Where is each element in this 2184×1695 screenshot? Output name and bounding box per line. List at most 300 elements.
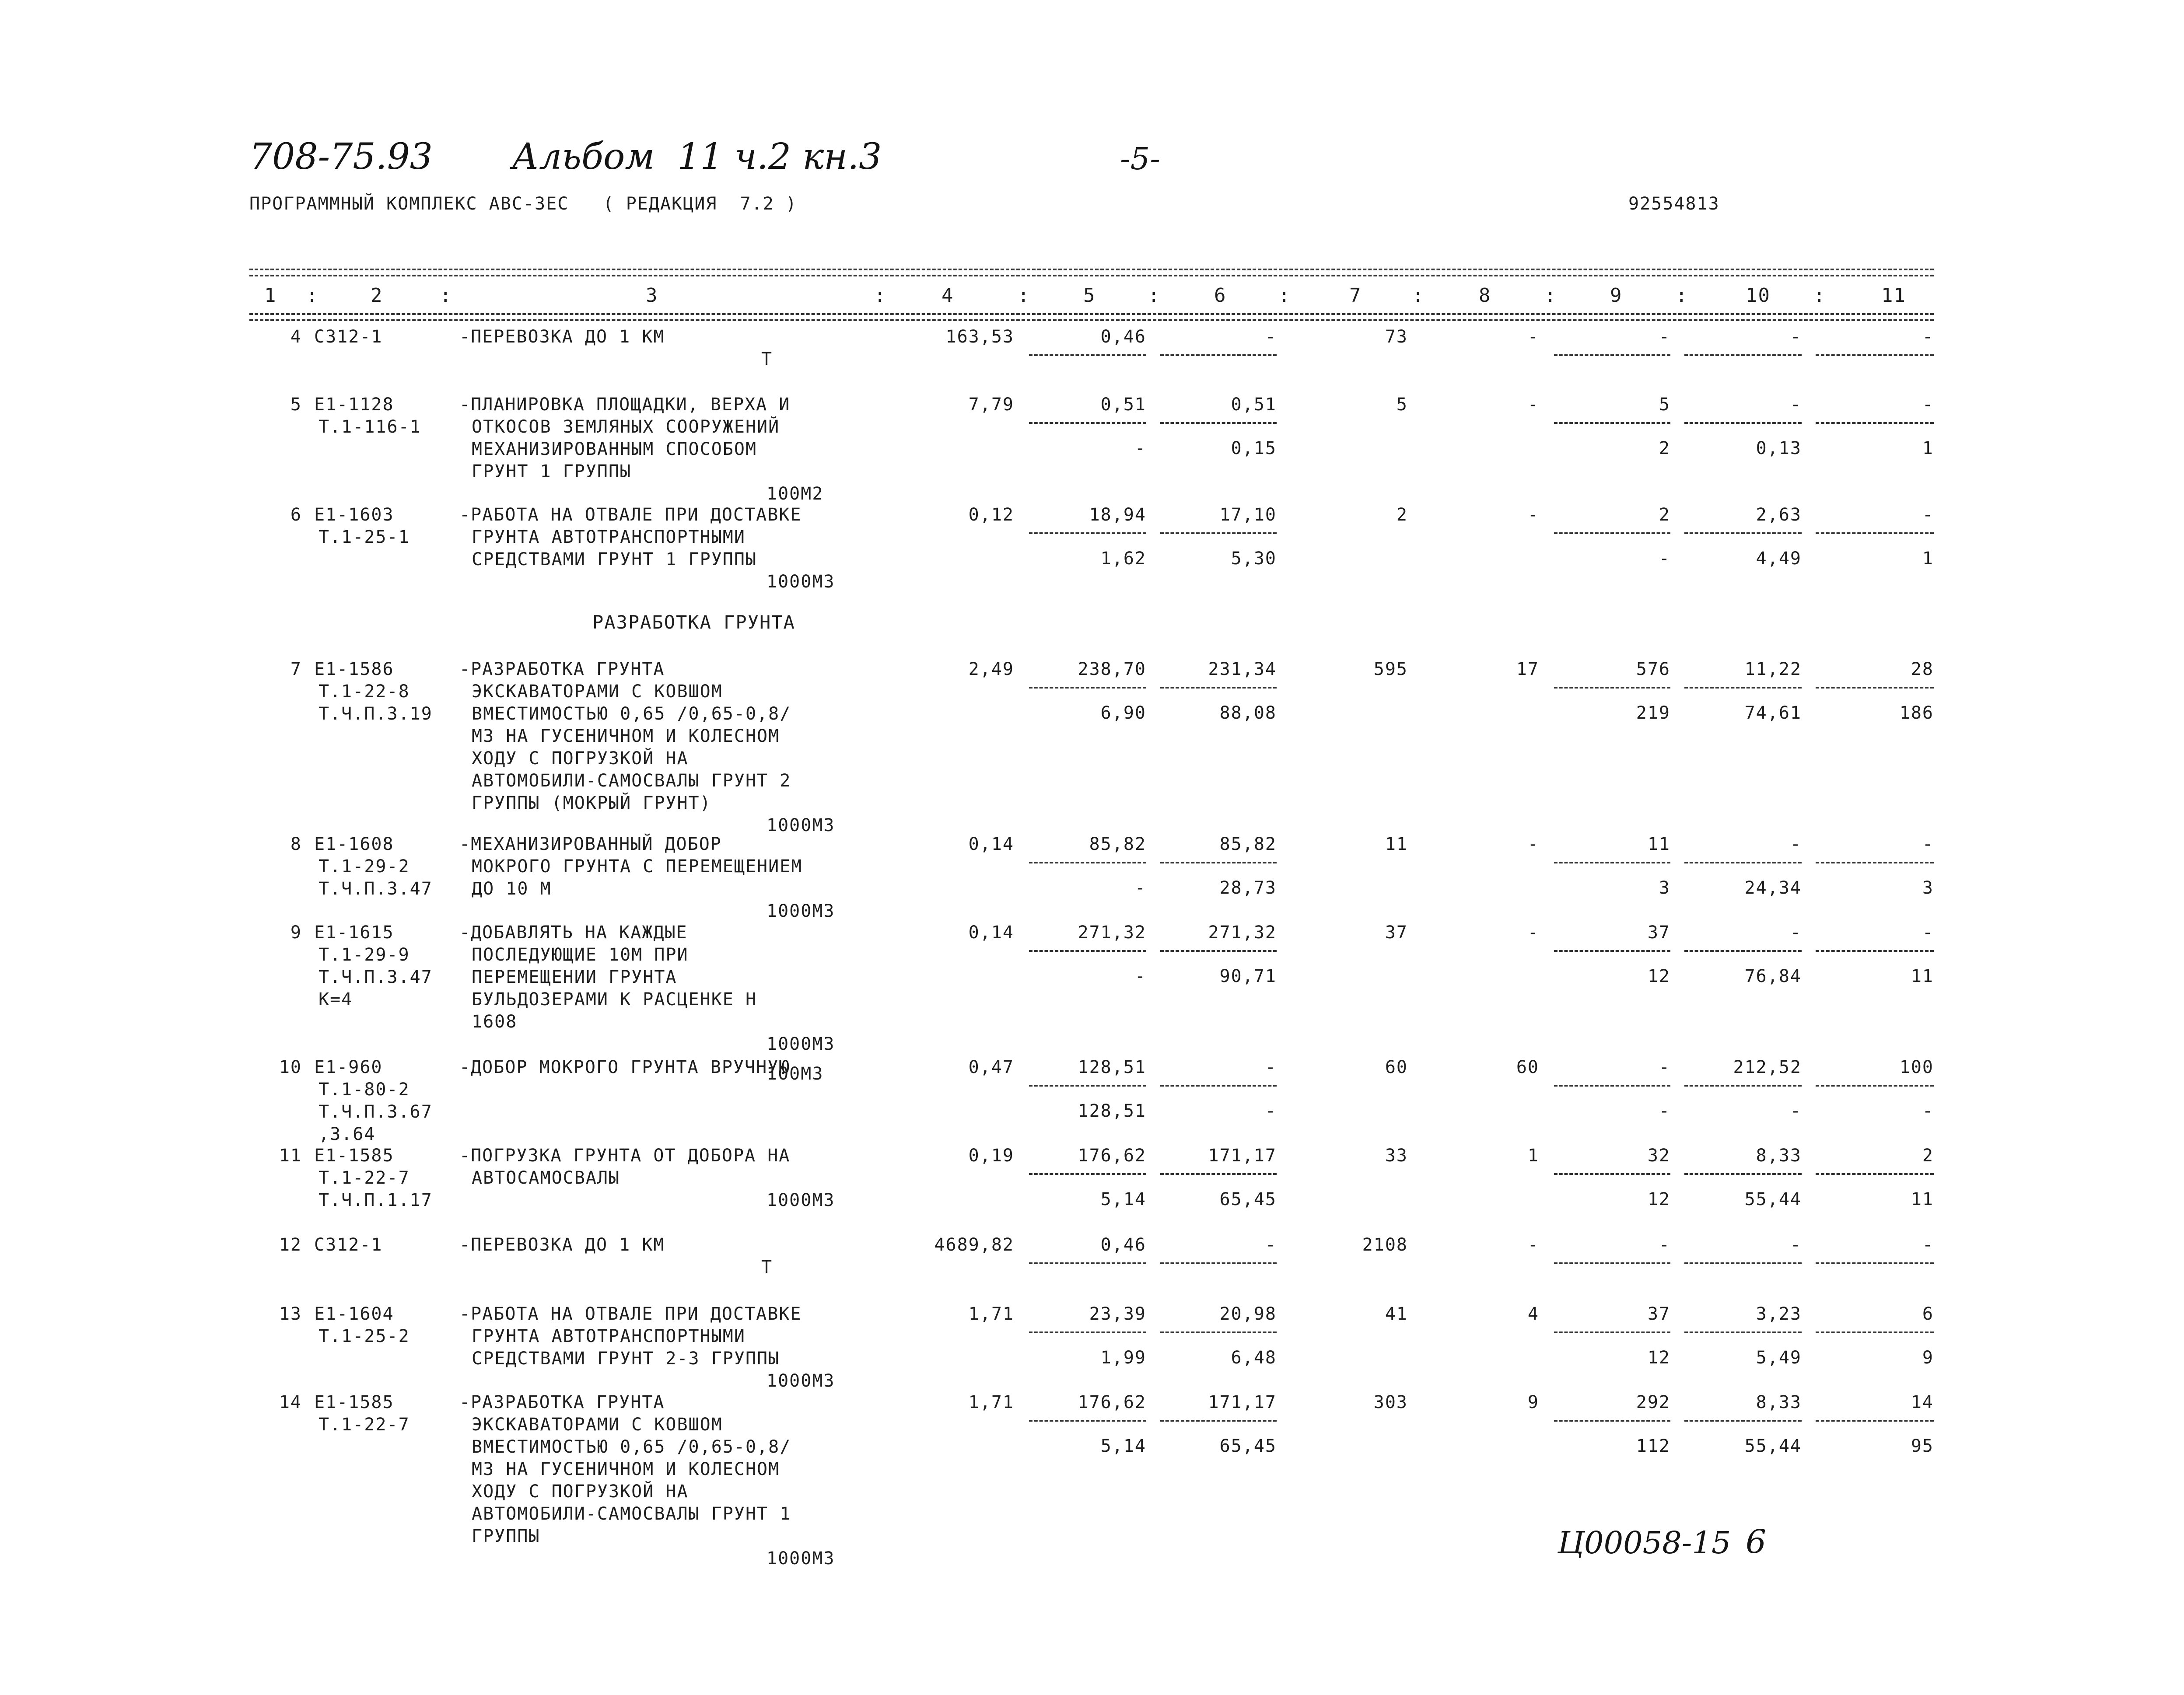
program-title: ПРОГРАММНЫЙ КОМПЛЕКС АВС-ЗЕС ( РЕДАКЦИЯ 7.2 ) (249, 194, 797, 214)
work-description: АВТОСАМОСВАЛЫ (472, 1168, 620, 1188)
column-header-6: 6 (1214, 284, 1227, 307)
handwritten-album: Альбом 11 ч.2 кн.3 (512, 136, 882, 178)
unit-cost-machines: - (1265, 327, 1277, 347)
quantity: 4689,82 (934, 1235, 1014, 1255)
unit-wages: - (1134, 878, 1146, 898)
norm-code: Е1-1128 (314, 395, 394, 415)
machine-labor-hours: 24,34 (1744, 878, 1802, 898)
column-separator: : (440, 284, 452, 307)
unit-wages: 1,62 (1100, 549, 1146, 569)
separator-rule (1816, 1420, 1934, 1422)
machines-total: 292 (1636, 1392, 1670, 1412)
total-cost: 5 (1396, 395, 1408, 415)
norm-code: ,3.64 (318, 1124, 376, 1144)
row-number: 8 (290, 834, 302, 854)
norm-code: Т.1-22-8 (318, 681, 410, 702)
norm-code: Е1-1585 (314, 1146, 394, 1166)
machine-wages-total: 12 (1647, 966, 1670, 986)
separator-rule (1684, 1332, 1802, 1333)
separator-rule (1684, 1173, 1802, 1175)
column-header-10: 10 (1746, 284, 1771, 307)
unit-cost-total: 0,46 (1100, 1235, 1146, 1255)
unit-of-measure: 1000М3 (766, 815, 835, 835)
unit-cost-machines: 85,82 (1219, 834, 1277, 854)
separator-rule (1554, 422, 1670, 424)
machine-labor-hours: - (1790, 1101, 1802, 1121)
labor-hours: - (1790, 395, 1802, 415)
machines-total: - (1659, 327, 1670, 347)
unit-machine-wages: 5,30 (1231, 549, 1277, 569)
labor-hours-total: - (1922, 923, 1934, 943)
document-number: 92554813 (1628, 194, 1720, 214)
machine-labor-hours: 55,44 (1744, 1189, 1802, 1209)
unit-of-measure: 1000М3 (766, 1371, 835, 1391)
labor-hours-total: - (1922, 505, 1934, 525)
machines-total: 5 (1659, 395, 1670, 415)
work-description: ОТКОСОВ ЗЕМЛЯНЫХ СООРУЖЕНИЙ (472, 417, 780, 437)
unit-cost-machines: 271,32 (1208, 923, 1277, 943)
norm-code: Т.1-116-1 (318, 417, 421, 437)
work-description: ЭКСКАВАТОРАМИ С КОВШОМ (472, 681, 723, 702)
unit-cost-total: 238,70 (1078, 659, 1146, 679)
row-number: 7 (290, 659, 302, 679)
separator-rule (1816, 862, 1934, 863)
total-cost: 11 (1385, 834, 1408, 854)
labor-hours-total: - (1922, 327, 1934, 347)
column-separator: : (1148, 284, 1161, 307)
header-rule-top (249, 269, 1934, 270)
separator-rule (1816, 422, 1934, 424)
total-cost: 595 (1373, 659, 1408, 679)
wages-total: 60 (1516, 1057, 1539, 1077)
norm-code: Т.1-25-2 (318, 1326, 410, 1346)
norm-code: Е1-1586 (314, 659, 394, 679)
separator-rule (1029, 1420, 1146, 1422)
labor-hours-total: 100 (1899, 1057, 1934, 1077)
separator-rule (1160, 1085, 1277, 1087)
work-description: ПОСЛЕДУЮЩИЕ 10М ПРИ (472, 945, 689, 965)
unit-cost-total: 271,32 (1078, 923, 1146, 943)
separator-rule (1554, 862, 1670, 863)
quantity: 2,49 (968, 659, 1014, 679)
wages-total: - (1527, 1235, 1539, 1255)
machines-total: 37 (1647, 1304, 1670, 1324)
norm-code: Т.1-80-2 (318, 1080, 410, 1100)
work-description: АВТОМОБИЛИ-САМОСВАЛЫ ГРУНТ 1 (472, 1504, 791, 1524)
work-description: -ПЛАНИРОВКА ПЛОЩАДКИ, ВЕРХА И (459, 395, 791, 415)
norm-code: К=4 (318, 989, 353, 1010)
machine-wages-total: 219 (1636, 703, 1670, 723)
norm-code: Т.1-29-9 (318, 945, 410, 965)
separator-rule (1160, 687, 1277, 688)
work-description: ГРУНТ 1 ГРУППЫ (472, 461, 632, 482)
separator-rule (1554, 1085, 1670, 1087)
work-description: ЭКСКАВАТОРАМИ С КОВШОМ (472, 1415, 723, 1435)
labor-hours-total: 6 (1922, 1304, 1934, 1324)
unit-cost-total: 0,51 (1100, 395, 1146, 415)
column-separator: : (1676, 284, 1688, 307)
total-cost: 303 (1373, 1392, 1408, 1412)
quantity: 0,47 (968, 1057, 1014, 1077)
machines-total: 32 (1647, 1146, 1670, 1166)
row-number: 9 (290, 923, 302, 943)
unit-of-measure: Т (761, 349, 773, 369)
wages-total: 4 (1527, 1304, 1539, 1324)
separator-rule (1684, 950, 1802, 952)
unit-wages: 5,14 (1100, 1189, 1146, 1209)
separator-rule (1029, 532, 1146, 534)
work-description: -РАЗРАБОТКА ГРУНТА (459, 659, 665, 679)
column-separator: : (1544, 284, 1557, 307)
separator-rule (1029, 1332, 1146, 1333)
column-separator: : (1018, 284, 1030, 307)
separator-rule (1684, 862, 1802, 863)
row-number: 13 (279, 1304, 302, 1324)
column-header-3: 3 (646, 284, 658, 307)
norm-code: Т.Ч.П.3.67 (318, 1102, 433, 1122)
wages-total: 9 (1527, 1392, 1539, 1412)
machine-labor-hours-total: 3 (1922, 878, 1934, 898)
wages-total: - (1527, 923, 1539, 943)
norm-code: Е1-960 (314, 1057, 383, 1077)
separator-rule (1160, 1262, 1277, 1264)
norm-code: Т.Ч.П.1.17 (318, 1190, 433, 1210)
column-header-1: 1 (264, 284, 277, 307)
quantity: 1,71 (968, 1304, 1014, 1324)
work-description: -РАЗРАБОТКА ГРУНТА (459, 1392, 665, 1412)
norm-code: Е1-1608 (314, 834, 394, 854)
unit-wages: - (1134, 966, 1146, 986)
norm-code: С312-1 (314, 1235, 383, 1255)
work-description: МЕХАНИЗИРОВАННЫМ СПОСОБОМ (472, 439, 757, 459)
unit-wages: - (1134, 438, 1146, 458)
unit-wages: 5,14 (1100, 1436, 1146, 1456)
separator-rule (1816, 1332, 1934, 1333)
unit-machine-wages: - (1265, 1101, 1277, 1121)
separator-rule (1684, 422, 1802, 424)
unit-of-measure: Т (761, 1257, 773, 1277)
machine-wages-total: 112 (1636, 1436, 1670, 1456)
wages-total: - (1527, 834, 1539, 854)
norm-code: Е1-1604 (314, 1304, 394, 1324)
unit-wages: 128,51 (1078, 1101, 1146, 1121)
labor-hours-total: 2 (1922, 1146, 1934, 1166)
separator-rule (1554, 354, 1670, 356)
labor-hours: 8,33 (1756, 1392, 1802, 1412)
unit-machine-wages: 6,48 (1231, 1348, 1277, 1368)
labor-hours-total: - (1922, 395, 1934, 415)
separator-rule (1684, 1262, 1802, 1264)
work-description: ГРУППЫ (МОКРЫЙ ГРУНТ) (472, 793, 711, 813)
column-separator: : (1412, 284, 1425, 307)
machine-labor-hours: 74,61 (1744, 703, 1802, 723)
separator-rule (1160, 354, 1277, 356)
norm-code: Т.1-29-2 (318, 856, 410, 877)
unit-of-measure: 1000М3 (766, 572, 835, 592)
work-description: -ПЕРЕВОЗКА ДО 1 КМ (459, 1235, 665, 1255)
machine-labor-hours-total: 95 (1911, 1436, 1934, 1456)
column-header-2: 2 (371, 284, 383, 307)
work-description: ГРУНТА АВТОТРАНСПОРТНЫМИ (472, 527, 746, 547)
unit-cost-machines: - (1265, 1057, 1277, 1077)
separator-rule (1160, 862, 1277, 863)
quantity: 7,79 (968, 395, 1014, 415)
machine-wages-total: - (1659, 1101, 1670, 1121)
total-cost: 73 (1385, 327, 1408, 347)
machine-wages-total: - (1659, 549, 1670, 569)
separator-rule (1554, 1332, 1670, 1333)
total-cost: 60 (1385, 1057, 1408, 1077)
unit-of-measure: 1000М3 (766, 1034, 835, 1054)
labor-hours: - (1790, 923, 1802, 943)
unit-cost-machines: 20,98 (1219, 1304, 1277, 1324)
work-description: -РАБОТА НА ОТВАЛЕ ПРИ ДОСТАВКЕ (459, 505, 802, 525)
machine-labor-hours-total: - (1922, 1101, 1934, 1121)
work-description: СРЕДСТВАМИ ГРУНТ 1 ГРУППЫ (472, 549, 757, 570)
labor-hours: - (1790, 834, 1802, 854)
machines-total: 11 (1647, 834, 1670, 854)
machine-labor-hours-total: 1 (1922, 549, 1934, 569)
wages-total: - (1527, 395, 1539, 415)
unit-cost-total: 0,46 (1100, 327, 1146, 347)
quantity: 0,14 (968, 923, 1014, 943)
machine-labor-hours: 55,44 (1744, 1436, 1802, 1456)
unit-of-measure: 1000М3 (766, 1190, 835, 1210)
separator-rule (1684, 354, 1802, 356)
labor-hours: 3,23 (1756, 1304, 1802, 1324)
machines-total: 576 (1636, 659, 1670, 679)
labor-hours-total: 28 (1911, 659, 1934, 679)
work-description: -РАБОТА НА ОТВАЛЕ ПРИ ДОСТАВКЕ (459, 1304, 802, 1324)
column-header-7: 7 (1349, 284, 1362, 307)
unit-cost-total: 176,62 (1078, 1392, 1146, 1412)
separator-rule (1554, 1420, 1670, 1422)
unit-cost-machines: 231,34 (1208, 659, 1277, 679)
separator-rule (1029, 1262, 1146, 1264)
norm-code: Т.Ч.П.3.47 (318, 967, 433, 987)
column-separator: : (1813, 284, 1826, 307)
labor-hours: - (1790, 1235, 1802, 1255)
work-description: БУЛЬДОЗЕРАМИ К РАСЦЕНКЕ Н (472, 989, 757, 1010)
work-description: МОКРОГО ГРУНТА С ПЕРЕМЕЩЕНИЕМ (472, 856, 803, 877)
column-header-9: 9 (1610, 284, 1623, 307)
machine-wages-total: 2 (1659, 438, 1670, 458)
machines-total: 2 (1659, 505, 1670, 525)
machine-wages-total: 12 (1647, 1348, 1670, 1368)
machine-labor-hours-total: 11 (1911, 1189, 1934, 1209)
row-number: 6 (290, 505, 302, 525)
machines-total: - (1659, 1235, 1670, 1255)
unit-cost-machines: 171,17 (1208, 1146, 1277, 1166)
wages-total: 17 (1516, 659, 1539, 679)
separator-rule (1554, 950, 1670, 952)
separator-rule (1816, 687, 1934, 688)
unit-cost-machines: 17,10 (1219, 505, 1277, 525)
unit-cost-machines: 0,51 (1231, 395, 1277, 415)
labor-hours-total: - (1922, 834, 1934, 854)
quantity: 0,19 (968, 1146, 1014, 1166)
labor-hours: 11,22 (1744, 659, 1802, 679)
machine-labor-hours: 76,84 (1744, 966, 1802, 986)
wages-total: - (1527, 505, 1539, 525)
separator-rule (1029, 950, 1146, 952)
work-description: АВТОМОБИЛИ-САМОСВАЛЫ ГРУНТ 2 (472, 771, 791, 791)
total-cost: 41 (1385, 1304, 1408, 1324)
norm-code: Т.1-25-1 (318, 527, 410, 547)
machine-wages-total: 3 (1659, 878, 1670, 898)
work-description: ХОДУ С ПОГРУЗКОЙ НА (472, 1482, 689, 1502)
unit-machine-wages: 90,71 (1219, 966, 1277, 986)
unit-wages: 6,90 (1100, 703, 1146, 723)
separator-rule (1029, 354, 1146, 356)
norm-code: Т.Ч.П.3.47 (318, 879, 433, 899)
column-separator: : (306, 284, 319, 307)
page-number: -5- (1120, 141, 1160, 177)
work-description: ГРУППЫ (472, 1526, 540, 1546)
unit-cost-machines: - (1265, 1235, 1277, 1255)
handwritten-sheet-number: 6 (1746, 1523, 1767, 1561)
unit-machine-wages: 88,08 (1219, 703, 1277, 723)
separator-rule (1684, 532, 1802, 534)
unit-of-measure: 1000М3 (766, 901, 835, 921)
column-header-11: 11 (1881, 284, 1906, 307)
separator-rule (1816, 950, 1934, 952)
row-number: 11 (279, 1146, 302, 1166)
header-rule-bottom-2 (249, 319, 1934, 321)
work-description: ВМЕСТИМОСТЬЮ 0,65 /0,65-0,8/ (472, 1437, 791, 1457)
separator-rule (1816, 1262, 1934, 1264)
machine-labor-hours-total: 186 (1899, 703, 1934, 723)
unit-machine-wages: 65,45 (1219, 1436, 1277, 1456)
labor-hours: 8,33 (1756, 1146, 1802, 1166)
norm-code: Т.Ч.П.3.19 (318, 704, 433, 724)
separator-rule (1554, 1173, 1670, 1175)
section-title: РАЗРАБОТКА ГРУНТА (592, 612, 795, 633)
machine-labor-hours-total: 9 (1922, 1348, 1934, 1368)
separator-rule (1816, 1085, 1934, 1087)
work-description: ДО 10 М (472, 879, 552, 899)
separator-rule (1554, 532, 1670, 534)
norm-code: Е1-1615 (314, 923, 394, 943)
work-description: -ДОБАВЛЯТЬ НА КАЖДЫЕ (459, 923, 688, 943)
unit-of-measure: 1000М3 (766, 1548, 835, 1569)
labor-hours: 2,63 (1756, 505, 1802, 525)
unit-cost-total: 23,39 (1089, 1304, 1146, 1324)
norm-code: Т.1-22-7 (318, 1415, 410, 1435)
header-rule-bottom (249, 313, 1934, 315)
separator-rule (1160, 422, 1277, 424)
row-number: 4 (290, 327, 302, 347)
separator-rule (1684, 687, 1802, 688)
handwritten-stamp: Ц00058-15 (1558, 1525, 1731, 1561)
separator-rule (1554, 687, 1670, 688)
wages-total: - (1527, 327, 1539, 347)
separator-rule (1160, 1173, 1277, 1175)
unit-cost-machines: 171,17 (1208, 1392, 1277, 1412)
work-description: -ДОБОР МОКРОГО ГРУНТА ВРУЧНУЮ (459, 1057, 791, 1077)
column-header-4: 4 (942, 284, 954, 307)
norm-code: С312-1 (314, 327, 383, 347)
labor-hours-total: 14 (1911, 1392, 1934, 1412)
work-description: М3 НА ГУСЕНИЧНОМ И КОЛЕСНОМ (472, 726, 780, 746)
separator-rule (1816, 532, 1934, 534)
total-cost: 2108 (1362, 1235, 1408, 1255)
work-description: -ПЕРЕВОЗКА ДО 1 КМ (459, 327, 665, 347)
row-number: 10 (279, 1057, 302, 1077)
labor-hours: - (1790, 327, 1802, 347)
column-header-5: 5 (1083, 284, 1096, 307)
separator-rule (1029, 687, 1146, 688)
unit-machine-wages: 0,15 (1231, 438, 1277, 458)
work-description: СРЕДСТВАМИ ГРУНТ 2-3 ГРУППЫ (472, 1349, 780, 1369)
separator-rule (1160, 1420, 1277, 1422)
wages-total: 1 (1527, 1146, 1539, 1166)
unit-wages: 1,99 (1100, 1348, 1146, 1368)
norm-code: Е1-1585 (314, 1392, 394, 1412)
work-description: 1608 (472, 1012, 518, 1032)
separator-rule (1684, 1085, 1802, 1087)
separator-rule (1029, 862, 1146, 863)
machine-wages-total: 12 (1647, 1189, 1670, 1209)
separator-rule (1160, 532, 1277, 534)
work-description: -ПОГРУЗКА ГРУНТА ОТ ДОБОРА НА (459, 1146, 791, 1166)
separator-rule (1816, 1173, 1934, 1175)
total-cost: 33 (1385, 1146, 1408, 1166)
unit-cost-total: 18,94 (1089, 505, 1146, 525)
quantity: 0,12 (968, 505, 1014, 525)
separator-rule (1684, 1420, 1802, 1422)
handwritten-code: 708-75.93 (249, 136, 433, 178)
work-description: ХОДУ С ПОГРУЗКОЙ НА (472, 748, 689, 769)
work-description: М3 НА ГУСЕНИЧНОМ И КОЛЕСНОМ (472, 1459, 780, 1479)
machines-total: - (1659, 1057, 1670, 1077)
work-description: ГРУНТА АВТОТРАНСПОРТНЫМИ (472, 1326, 746, 1346)
quantity: 0,14 (968, 834, 1014, 854)
norm-code: Е1-1603 (314, 505, 394, 525)
machine-labor-hours-total: 1 (1922, 438, 1934, 458)
unit-of-measure: 100М2 (766, 484, 824, 504)
machine-labor-hours: 0,13 (1756, 438, 1802, 458)
separator-rule (1029, 1173, 1146, 1175)
separator-rule (1029, 1085, 1146, 1087)
quantity: 163,53 (945, 327, 1014, 347)
labor-hours-total: - (1922, 1235, 1934, 1255)
work-description: ПЕРЕМЕЩЕНИИ ГРУНТА (472, 967, 677, 987)
separator-rule (1029, 422, 1146, 424)
quantity: 1,71 (968, 1392, 1014, 1412)
row-number: 14 (279, 1392, 302, 1412)
column-separator: : (874, 284, 887, 307)
norm-code: Т.1-22-7 (318, 1168, 410, 1188)
column-header-8: 8 (1479, 284, 1491, 307)
machine-labor-hours: 4,49 (1756, 549, 1802, 569)
machine-labor-hours-total: 11 (1911, 966, 1934, 986)
unit-cost-total: 176,62 (1078, 1146, 1146, 1166)
row-number: 5 (290, 395, 302, 415)
work-description: -МЕХАНИЗИРОВАННЫЙ ДОБОР (459, 834, 722, 854)
total-cost: 37 (1385, 923, 1408, 943)
separator-rule (1816, 354, 1934, 356)
unit-machine-wages: 28,73 (1219, 878, 1277, 898)
column-separator: : (1278, 284, 1291, 307)
work-description: ВМЕСТИМОСТЬЮ 0,65 /0,65-0,8/ (472, 704, 791, 724)
separator-rule (1160, 950, 1277, 952)
unit-cost-total: 85,82 (1089, 834, 1146, 854)
unit-machine-wages: 65,45 (1219, 1189, 1277, 1209)
machine-labor-hours: 5,49 (1756, 1348, 1802, 1368)
unit-cost-total: 128,51 (1078, 1057, 1146, 1077)
machines-total: 37 (1647, 923, 1670, 943)
